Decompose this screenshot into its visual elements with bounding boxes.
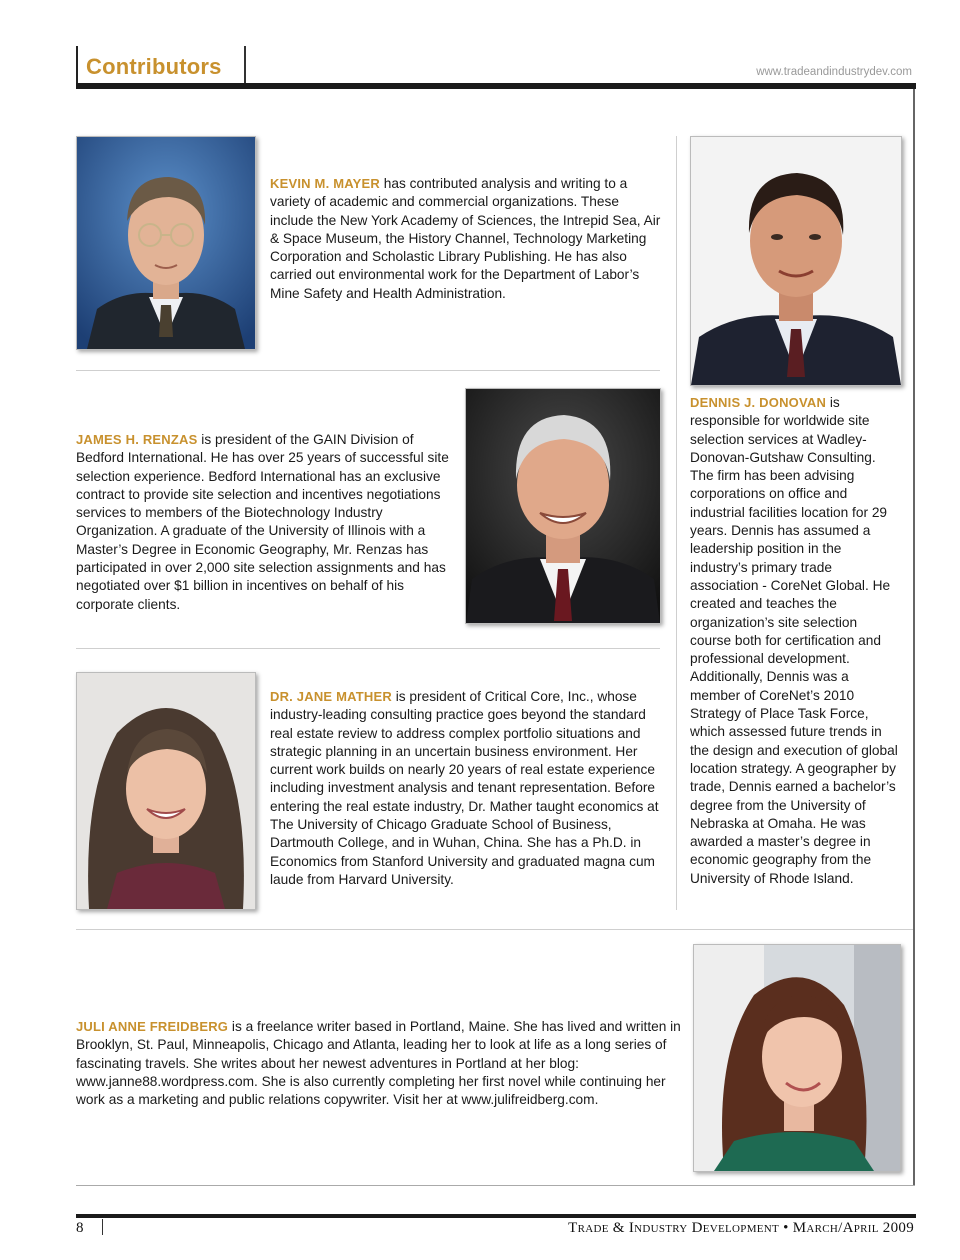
contributor-bio: is a freelance writer based in Portland, Maine. She has lived and written in Brooklyn, St. Paul, Minneapolis, Chicago and Atlanta, leading her to look at life as a long series of fascinating travels. She writes about her newest adventures in Portland at her blog: www.janne88.wordpress.com. She is also currently completing her first novel while continuing her work as a marketing and public relations copywriter. Visit her at www.julifreidberg.com. <box>76 1019 681 1108</box>
column-divider <box>676 136 677 910</box>
header-rule <box>76 83 916 89</box>
contributor-bio: is president of Critical Core, Inc., whose industry-leading consulting practice goes beyond the standard real estate review to address complex portfolio situations and strategic planning in an uncertain business environment. Her current work builds on nearly 20 years of real estate experience including investment analysis and tenant representation. Before entering the real estate industry, Dr. Mather taught economics at The University of Chicago Graduate School of Business, Dartmouth College, and in Wuhan, China. She has a Ph.D. in Economics from Stanford University and graduated magna cum laude from Harvard University. <box>270 689 659 887</box>
photo-dennis-donovan <box>690 136 902 386</box>
contributor-bio: is president of the GAIN Division of Bedford International. He has over 25 years of successful site selection experience. Bedford International has an exclusive contract to provide site selection and incentives negotiations services to members of the Biotechnology Industry Organization. A graduate of the University of Illinois with a Master’s Degree in Economic Geography, Mr. Renzas has participated in over 2,000 site selection assignments and has negotiated over $1 billion in incentives on behalf of his corporate clients. <box>76 432 449 612</box>
bio-juli-freidberg <box>76 1018 686 1109</box>
contributor-bio: is responsible for worldwide site selection services at Wadley-Donovan-Gutshaw Consulting. The firm has been advising corporations on office and industrial facilities location for 29 years. Dennis has assumed a leadership position in the industry’s primary trade association - CoreNet Global. He created and teaches the organization’s site selection course both for certification and professional development. Additionally, Dennis was a member of CoreNet’s 2010 Strategy of Place Task Force, which assessed future trends in the design and execution of global location strategy. A geographer by trade, Dennis earned a bachelor’s degree from the University of Nebraska at Omaha. He was awarded a master’s degree in economic geography from the University of Rhode Island. <box>690 395 898 886</box>
photo-james-renzas <box>465 388 661 624</box>
contributor-name: DENNIS J. DONOVAN <box>690 395 827 410</box>
contributor-name: JULI ANNE FREIDBERG <box>76 1019 229 1034</box>
contributor-bio: has contributed analysis and writing to a variety of academic and commercial organizations. These include the New York Academy of Sciences, the Intrepid Sea, Air & Space Museum, the History Channel, Technology Marketing Corporation and Scholastic Library Publishing. He has also carried out environmental work for the Department of Labor’s Mine Safety and Health Administration. <box>270 176 661 301</box>
photo-juli-freidberg <box>693 944 901 1172</box>
contributor-name: KEVIN M. MAYER <box>270 176 380 191</box>
bio-kevin-mayer <box>270 175 662 303</box>
section-title: Contributors <box>86 54 222 79</box>
bio-james-renzas <box>76 431 454 614</box>
photo-jane-mather <box>76 672 256 910</box>
photo-kevin-mayer <box>76 136 256 350</box>
header-left-bar <box>76 46 78 84</box>
header-separator <box>244 46 246 84</box>
publication-title: Trade & Industry Development • March/April 2009 <box>568 1220 914 1236</box>
page-frame-bottom <box>76 1185 915 1186</box>
header-url[interactable]: www.tradeandindustrydev.com <box>756 66 912 78</box>
contributor-name: JAMES H. RENZAS <box>76 432 198 447</box>
footer-tick <box>102 1219 103 1235</box>
footer-rule <box>76 1214 916 1218</box>
page-frame-right <box>913 89 915 1186</box>
divider-2 <box>76 648 660 649</box>
page-number: 8 <box>76 1220 84 1236</box>
divider-3 <box>76 929 913 930</box>
contributor-name: DR. JANE MATHER <box>270 689 392 704</box>
divider-1 <box>76 370 660 371</box>
bio-dennis-donovan <box>690 394 900 888</box>
bio-jane-mather <box>270 688 662 889</box>
